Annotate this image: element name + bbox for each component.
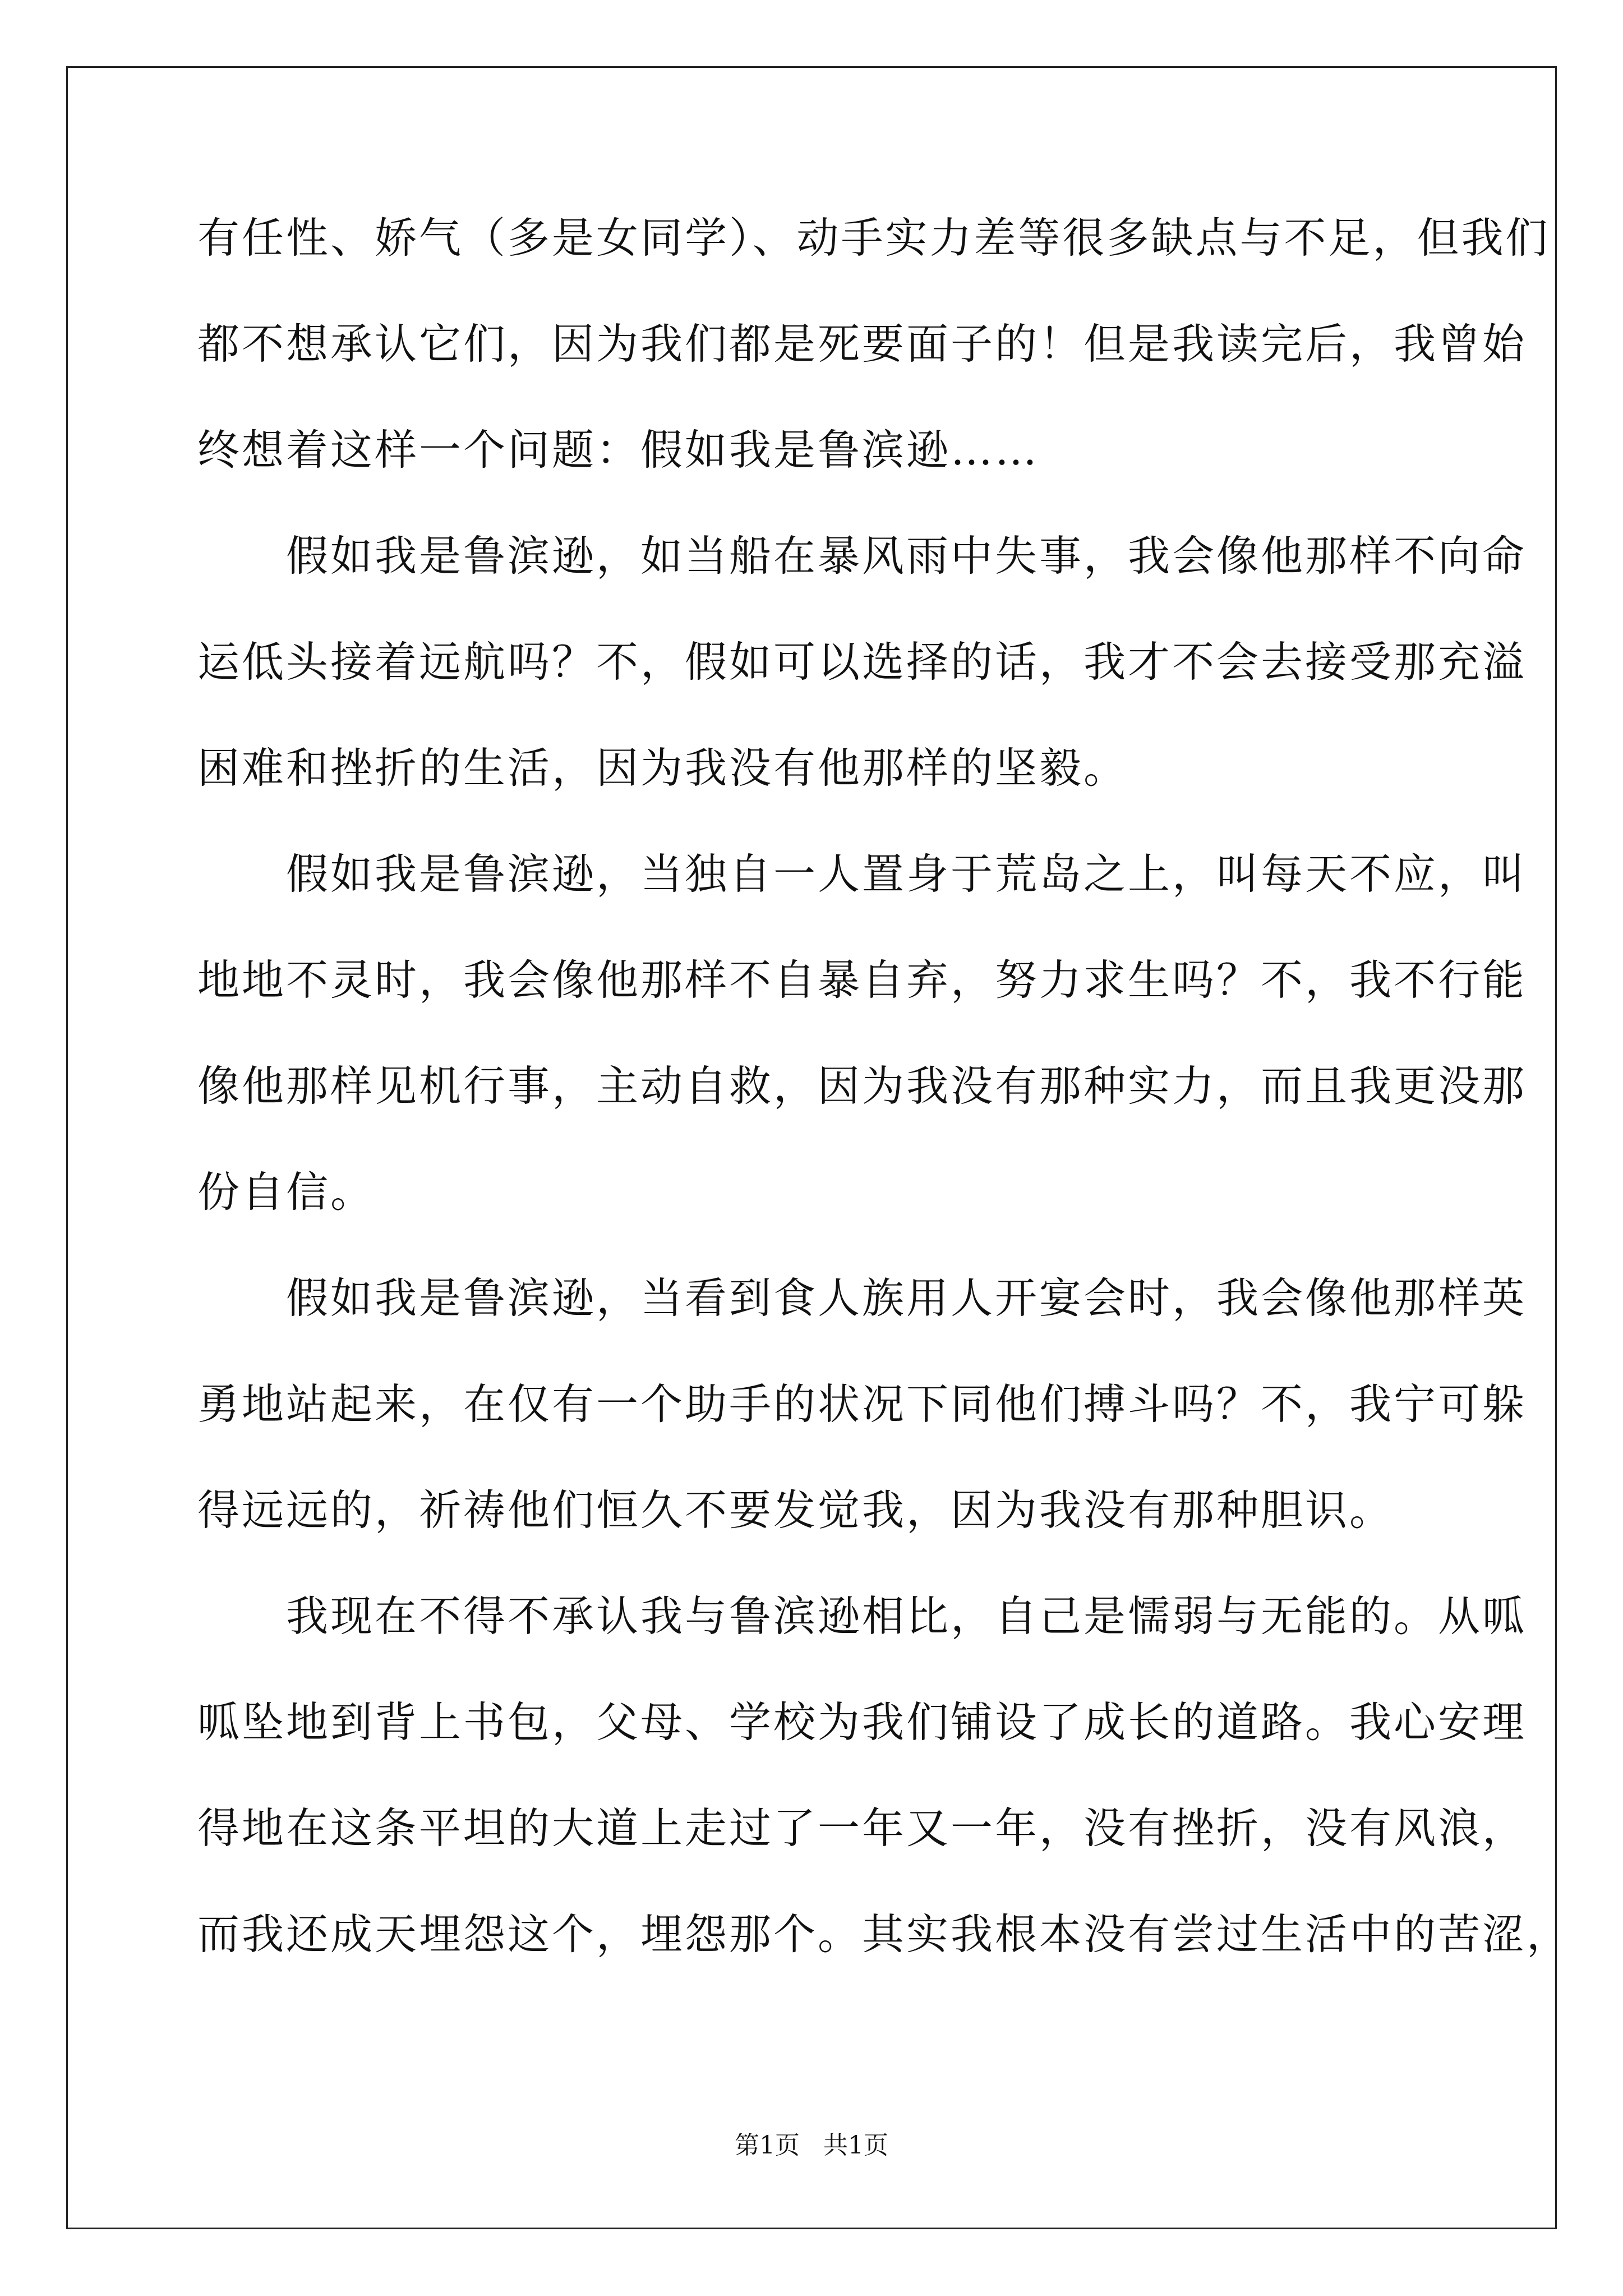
text-line: 份自信。	[197, 1167, 375, 1217]
document-body	[197, 185, 1571, 1987]
text-line: 有任性、娇气（多是女同学）、动手实力差等很多缺点与不足，但我们	[197, 213, 1550, 263]
text-line: 假如我是鲁滨逊，当看到食人族用人开宴会时，我会像他那样英	[197, 1273, 1527, 1323]
text-line: 而我还成天埋怨这个，埋怨那个。其实我根本没有尝过生活中的苦涩，	[197, 1910, 1571, 1959]
page-number-footer: 第1页 共1页	[735, 2131, 888, 2160]
text-line: 终想着这样一个问题：假如我是鲁滨逊……	[197, 425, 1040, 475]
text-line: 我现在不得不承认我与鲁滨逊相比，自己是懦弱与无能的。从呱	[197, 1591, 1527, 1641]
text-line: 地地不灵时，我会像他那样不自暴自弃，努力求生吗？不，我不行能	[197, 955, 1527, 1005]
text-line: 假如我是鲁滨逊，当独自一人置身于荒岛之上，叫每天不应，叫	[197, 849, 1527, 899]
text-line: 像他那样见机行事，主动自救，因为我没有那种实力，而且我更没那	[197, 1061, 1527, 1111]
text-line: 假如我是鲁滨逊，如当船在暴风雨中失事，我会像他那样不向命	[197, 531, 1527, 581]
text-line: 都不想承认它们，因为我们都是死要面子的！但是我读完后，我曾始	[197, 319, 1527, 369]
text-line: 困难和挫折的生活，因为我没有他那样的坚毅。	[197, 743, 1128, 793]
text-line: 勇地站起来，在仅有一个助手的状况下同他们搏斗吗？不，我宁可躲	[197, 1379, 1527, 1429]
text-line: 运低头接着远航吗？不，假如可以选择的话，我才不会去接受那充溢	[197, 637, 1527, 687]
text-line: 呱坠地到背上书包，父母、学校为我们铺设了成长的道路。我心安理	[197, 1697, 1527, 1747]
text-line: 得远远的，祈祷他们恒久不要发觉我，因为我没有那种胆识。	[197, 1485, 1394, 1535]
text-line: 得地在这条平坦的大道上走过了一年又一年，没有挫折，没有风浪，	[197, 1803, 1527, 1853]
